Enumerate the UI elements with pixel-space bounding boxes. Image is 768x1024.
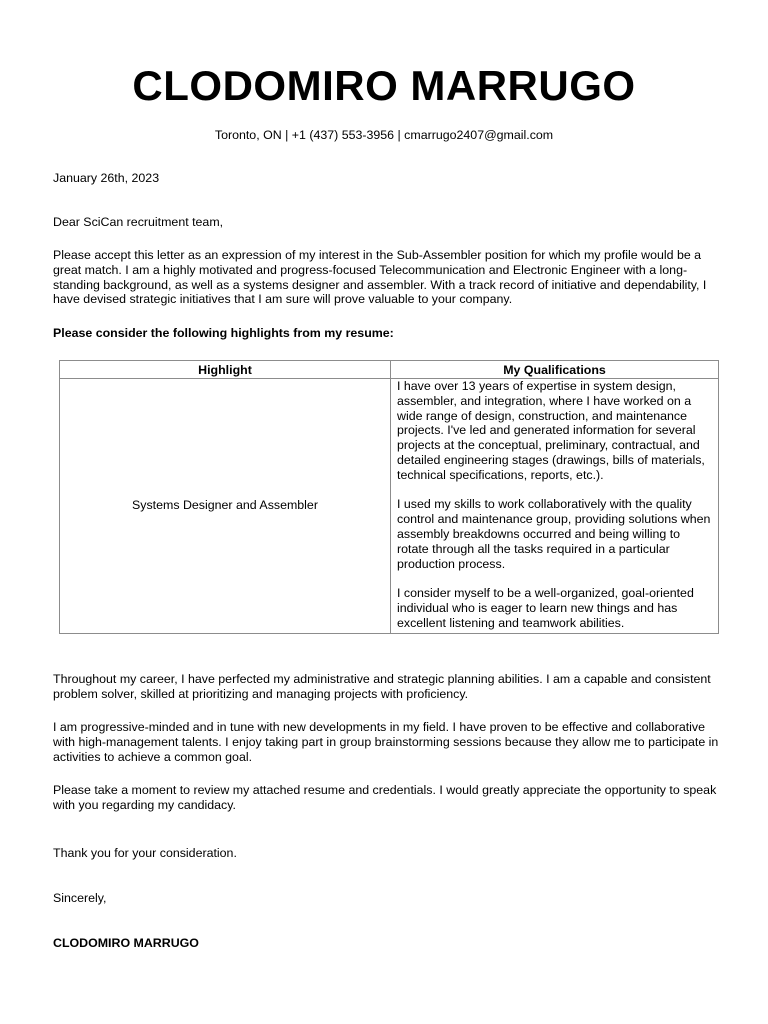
highlights-table	[59, 360, 719, 634]
qualification-paragraph: I consider myself to be a well-organized, goal-oriented individual who is eager to learn new things and has excellent listening and teamwork abilities.	[397, 586, 694, 630]
qualification-paragraph: I used my skills to work collaboratively with the quality control and maintenance group, providing solutions when assembly breakdowns occurred and being willing to rotate through all the tasks required in a particular production process.	[397, 497, 711, 571]
closing-line: Sincerely,	[53, 891, 107, 905]
column-header-qualifications: My Qualifications	[391, 361, 719, 379]
table-header-row	[60, 361, 719, 379]
contact-info: Toronto, ON | +1 (437) 553-3956 | cmarrugo2407@gmail.com	[214, 128, 554, 142]
qualification-paragraph: I have over 13 years of expertise in system design, assembler, and integration, where I have worked on a wide range of design, construction, and maintenance projects. I've led and generated information for several projects at the conceptual, preliminary, contractual, and detailed engineering stages (drawings, bills of materials, technical specifications, reports, etc.).	[397, 379, 705, 482]
salutation: Dear SciCan recruitment team,	[53, 215, 224, 229]
highlight-cell: Systems Designer and Assembler	[60, 379, 391, 634]
intro-paragraph: Please accept this letter as an expression of my interest in the Sub-Assembler position for which my profile would be a great match. I am a highly motivated and progress-focused Telecommunication and Electronic Engineer with a long-standing background, as well as a systems designer and assembler. With a track record of initiative and dependability, I have devised strategic initiatives that I am sure will prove valuable to your company.	[53, 248, 707, 307]
column-header-highlight: Highlight	[60, 361, 391, 379]
thanks-line: Thank you for your consideration.	[53, 846, 237, 860]
body-paragraph: Throughout my career, I have perfected my administrative and strategic planning abilities. I am a capable and consistent problem solver, skilled at prioritizing and managing projects with proficiency.	[53, 672, 711, 701]
body-paragraph: I am progressive-minded and in tune with new developments in my field. I have proven to be effective and collaborative with high-management talents. I enjoy taking part in group brainstorming sessions because they allow me to participate in activities to achieve a common goal.	[53, 720, 719, 764]
letter-date: January 26th, 2023	[53, 171, 160, 185]
qualifications-cell	[391, 379, 719, 634]
applicant-name-heading: CLODOMIRO MARRUGO	[132, 62, 636, 109]
body-paragraph: Please take a moment to review my attached resume and credentials. I would greatly appreciate the opportunity to speak with you regarding my candidacy.	[53, 783, 717, 812]
signature-name: CLODOMIRO MARRUGO	[53, 936, 199, 950]
highlights-heading: Please consider the following highlights from my resume:	[53, 326, 394, 340]
table-row	[60, 379, 719, 634]
